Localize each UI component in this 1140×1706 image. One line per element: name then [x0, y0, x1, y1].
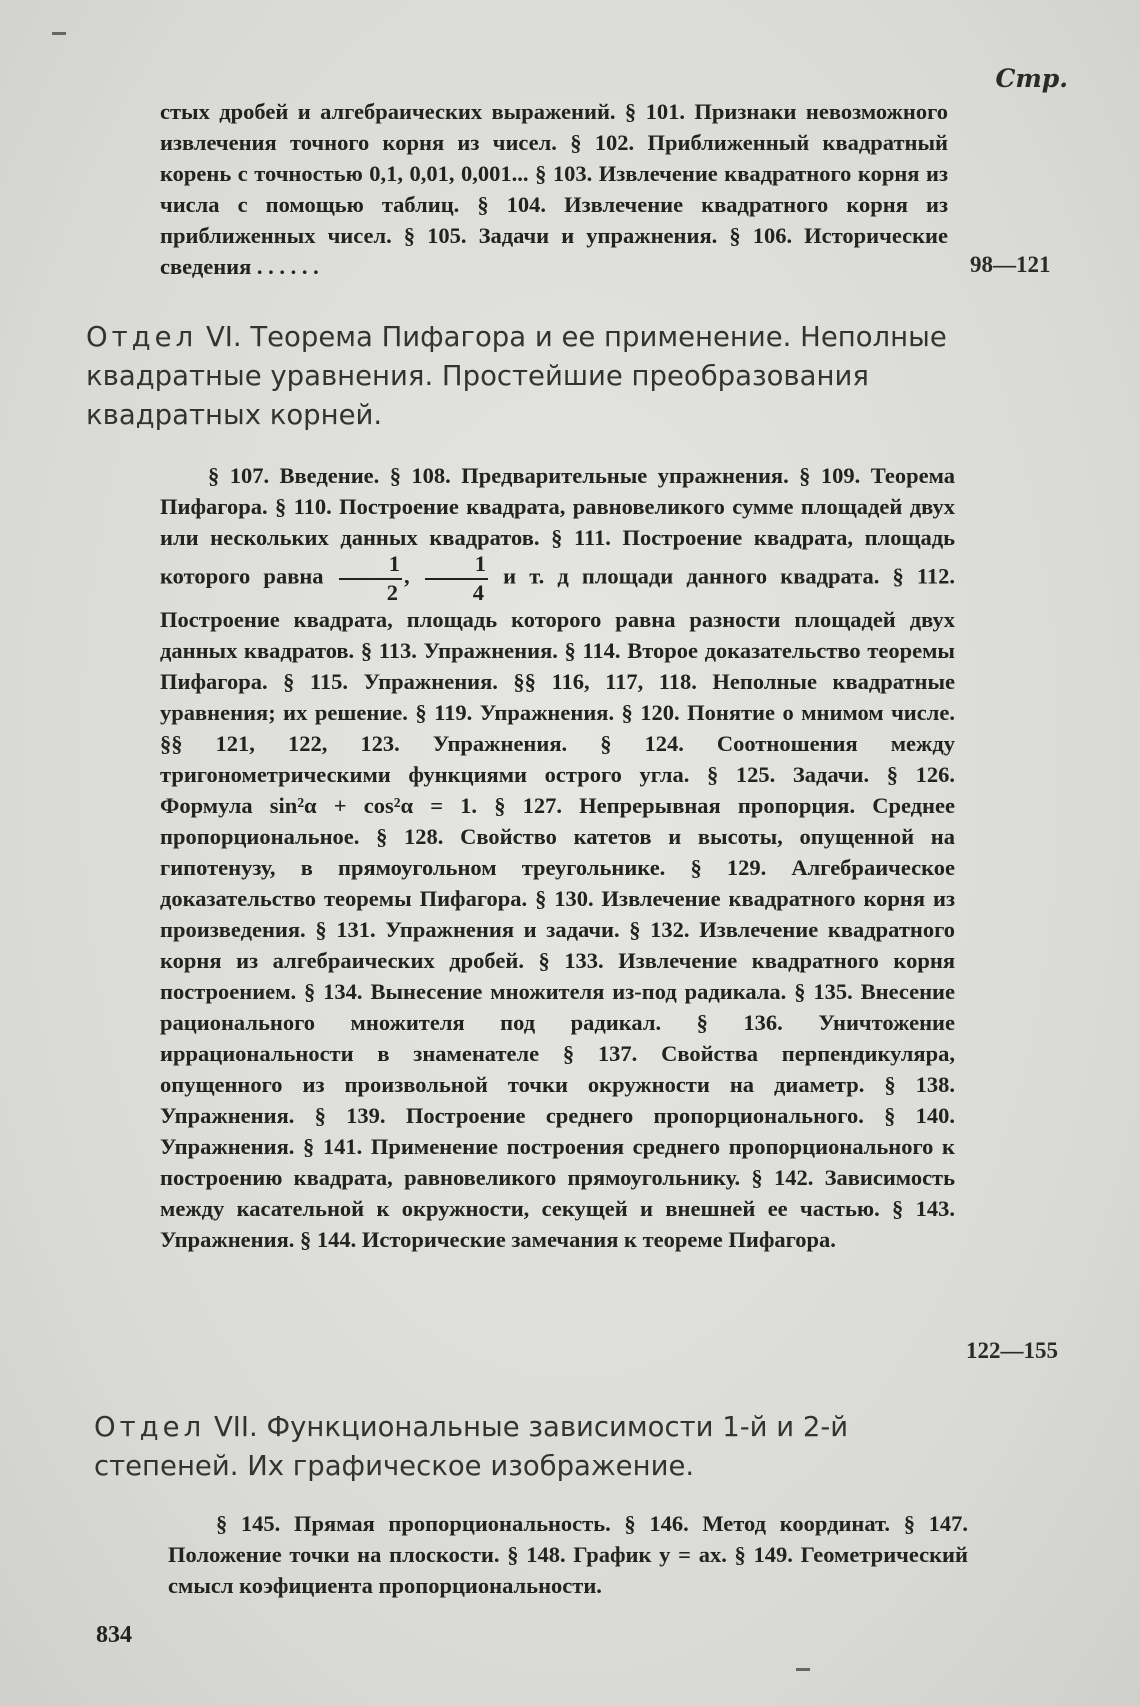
fraction-one-half: $\frac{1}{2}$	[339, 553, 402, 604]
page-range-section-6: 122—155	[966, 1338, 1058, 1363]
page-number: 834	[96, 1622, 132, 1648]
toc-entry-section-6: § 107. Введение. § 108. Предварительные упражнения. § 109. Теорема Пифагора. § 110. Построение квадрата, равновеликого сумме площадей двух или нескольких данных квадратов. § 111. Построение квадрата, площадь которого равна $\frac{1}{2}$ , $\frac{1}{4}$ и т. д площади данного квадрата. § 112. Построение квадрата, площадь которого равна разности площадей двух данных квадратов. § 113. Упражнения. § 114. Второе доказательство теоремы Пифагора. § 115. Упражнения. §§ 116, 117, 118. Неполные квадратные уравнения; их решение. § 119. Упражнения. § 120. Понятие о мнимом числе. §§ 121, 122, 123. Упражнения. § 124. Соотношения между тригонометрическими функциями острого угла. § 125. Задачи. § 126. Формула sin²α + cos²α = 1. § 127. Непрерывная пропорция. Среднее пропорциональное. § 128. Свойство катетов и высоты, опущенной на гипотенузу, в прямоугольном треугольнике. § 129. Алгебраическое доказательство теоремы Пифагора. § 130. Извлечение квадратного корня из произведения. § 131. Упражнения и задачи. § 132. Извлечение квадратного корня из алгебраических дробей. § 133. Извлечение квадратного корня построением. § 134. Вынесение множителя из-под радикала. § 135. Внесение рационального множителя под радикал. § 136. Уничтожение иррациональности в знаменателе § 137. Свойства перпендикуляра, опущенного из произвольной точки окружности на диаметр. § 138. Упражнения. § 139. Построение среднего пропорционального. § 140. Упражнения. § 141. Применение построения среднего пропорционального к построению квадрата, равновеликого прямоугольнику. § 142. Зависимость между касательной к окружности, секущей и внешней ее частью. § 143. Упражнения. § 144. Исторические замечания к теореме Пифагора.	[160, 463, 956, 1252]
page-column-label: Стр.	[995, 64, 1068, 93]
section-label: Отдел	[94, 1411, 206, 1443]
entry-text-before-fractions: § 107. Введение. § 108. Предварительные упражнения. § 109. Теорема Пифагора. § 110. Построение квадрата, равновеликого сумме площадей двух или нескольких данных квадратов. § 111. Построение квадрата, площадь которого равна	[160, 463, 955, 589]
scan-mark	[52, 32, 66, 35]
scan-mark	[796, 1668, 810, 1671]
entry-text: § 145. Прямая пропорциональность. § 146. Метод координат. § 147. Положение точки на плоскости. § 148. График y = ax. § 149. Геометрический смысл коэфициента пропорциональности.	[168, 1511, 968, 1598]
entry-text: стых дробей и алгебраических выражений. § 101. Признаки невозможного извлечения точного корня из чисел. § 102. Приближенный квадратный корень с точностью 0,1, 0,01, 0,001... § 103. Извлечение квадратного корня из числа с помощью таблиц. § 104. Извлечение квадратного корня из приближенных чисел. § 105. Задачи и упражнения. § 106. Исторические сведения . . . . . .	[160, 99, 948, 279]
entry-text-after-fractions: и т. д площади данного квадрата. § 112. Построение квадрата, площадь которого равна разности площадей двух данных квадратов. § 113. Упражнения. § 114. Второе доказательство теоремы Пифагора. § 115. Упражнения. §§ 116, 117, 118. Неполные квадратные уравнения; их решение. § 119. Упражнения. § 120. Понятие о мнимом числе. §§ 121, 122, 123. Упражнения. § 124. Соотношения между тригонометрическими функциями острого угла. § 125. Задачи. § 126. Формула sin²α + cos²α = 1. § 127. Непрерывная пропорция. Среднее пропорциональное. § 128. Свойство катетов и высоты, опущенной на гипотенузу, в прямоугольном треугольнике. § 129. Алгебраическое доказательство теоремы Пифагора. § 130. Извлечение квадратного корня из произведения. § 131. Упражнения и задачи. § 132. Извлечение квадратного корня из алгебраических дробей. § 133. Извлечение квадратного корня построением. § 134. Вынесение множителя из-под радикала. § 135. Внесение рационального множителя под радикал. § 136. Уничтожение иррациональности в знаменателе § 137. Свойства перпендикуляра, опущенного из произвольной точки окружности на диаметр. § 138. Упражнения. § 139. Построение среднего пропорционального. § 140. Упражнения. § 141. Применение построения среднего пропорционального к построению квадрата, равновеликого прямоугольнику. § 142. Зависимость между касательной к окружности, секущей и внешней ее частью. § 143. Упражнения. § 144. Исторические замечания к теореме Пифагора.	[160, 563, 956, 1252]
section-label: Отдел	[86, 321, 198, 353]
fraction-one-quarter: $\frac{1}{4}$	[425, 553, 488, 604]
section-6-heading	[86, 318, 952, 435]
toc-entry-section-5-continuation	[160, 96, 948, 282]
toc-entry-section-7	[168, 1508, 968, 1601]
section-7-heading	[94, 1408, 964, 1486]
page-range-section-5: 98—121	[970, 252, 1051, 277]
section-title: VII. Функциональные зависимости 1-й и 2-й степеней. Их графическое изображение.	[94, 1411, 849, 1482]
section-title: VI. Теорема Пифагора и ее применение. Неполные квадратные уравнения. Простейшие преобразования квадратных корней.	[86, 321, 947, 431]
